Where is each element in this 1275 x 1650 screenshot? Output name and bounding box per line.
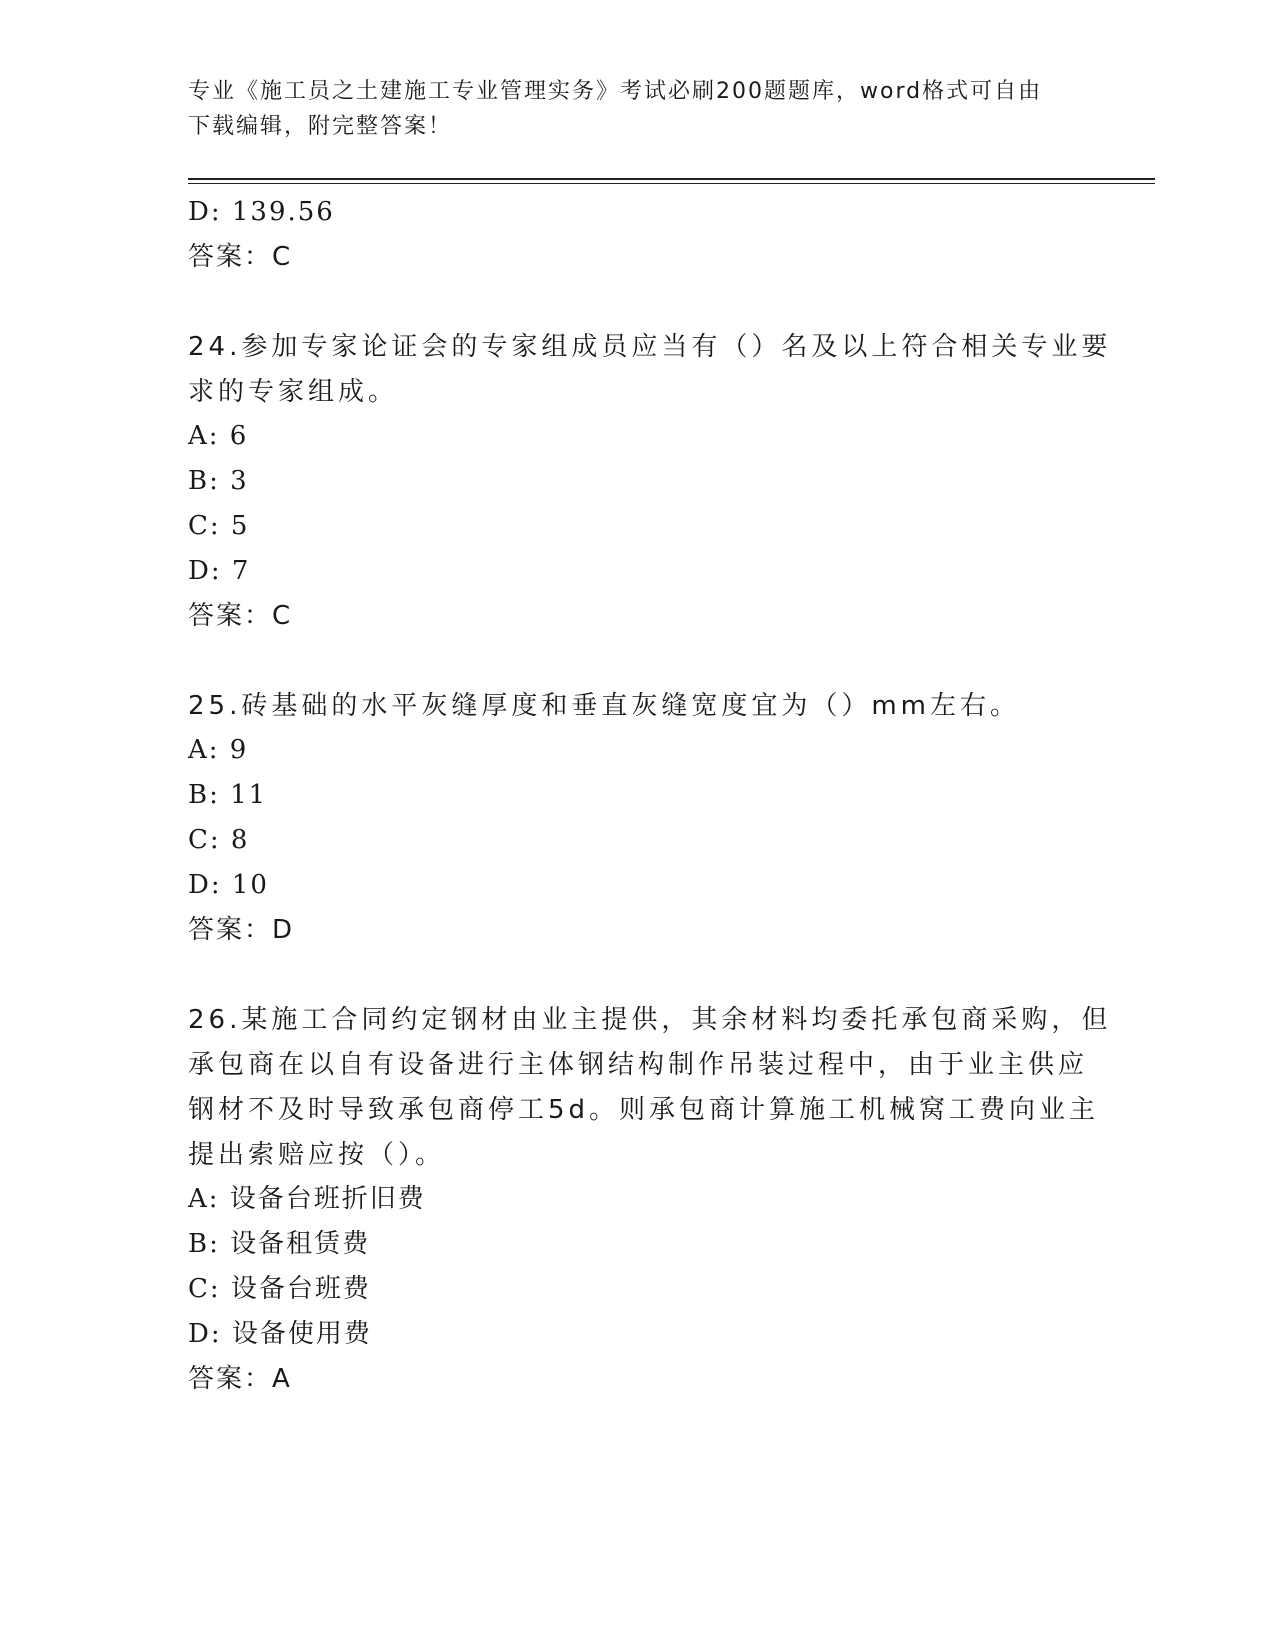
option-d: D: 10 (188, 870, 269, 900)
header-line-2: 下载编辑，附完整答案！ (188, 114, 453, 139)
option-c: C: 设备台班费 (188, 1274, 371, 1304)
option-a: A: 6 (188, 421, 249, 451)
document-header (188, 74, 1088, 144)
question-24 (188, 324, 1112, 639)
option-a: A: 设备台班折旧费 (188, 1184, 426, 1214)
question-stem: 钢材不及时导致承包商停工5d。则承包商计算施工机械窝工费向业主 (188, 1095, 1100, 1125)
option-c: C: 8 (188, 825, 250, 855)
question-stem: 25.砖基础的水平灰缝厚度和垂直灰缝宽度宜为（）mm左右。 (188, 691, 1021, 721)
option-d: D: 设备使用费 (188, 1319, 372, 1349)
question-25 (188, 683, 1088, 953)
option-b: B: 设备租赁费 (188, 1229, 371, 1259)
option-b: B: 11 (188, 780, 268, 810)
option-d: D: 139.56 (188, 197, 335, 227)
answer-line: 答案：C (188, 242, 293, 272)
header-divider-thin (188, 183, 1155, 184)
previous-question-tail (188, 190, 1088, 280)
question-list (188, 190, 1112, 1402)
answer-line: 答案：C (188, 601, 293, 631)
option-d: D: 7 (188, 556, 251, 586)
question-26 (188, 997, 1112, 1402)
header-divider-thick (188, 178, 1155, 180)
option-b: B: 3 (188, 466, 249, 496)
question-stem: 承包商在以自有设备进行主体钢结构制作吊装过程中，由于业主供应 (188, 1050, 1089, 1080)
option-a: A: 9 (188, 735, 249, 765)
question-stem: 24.参加专家论证会的专家组成员应当有（）名及以上符合相关专业要 (188, 332, 1112, 362)
header-line-1: 专业《施工员之土建施工专业管理实务》考试必刷200题题库，word格式可自由 (188, 79, 1043, 104)
question-stem: 提出索赔应按（）。 (188, 1140, 446, 1170)
answer-line: 答案：D (188, 915, 295, 945)
question-stem: 26.某施工合同约定钢材由业主提供，其余材料均委托承包商采购，但 (188, 1005, 1112, 1035)
question-stem: 求的专家组成。 (188, 377, 399, 407)
option-c: C: 5 (188, 511, 250, 541)
answer-line: 答案：A (188, 1364, 292, 1394)
